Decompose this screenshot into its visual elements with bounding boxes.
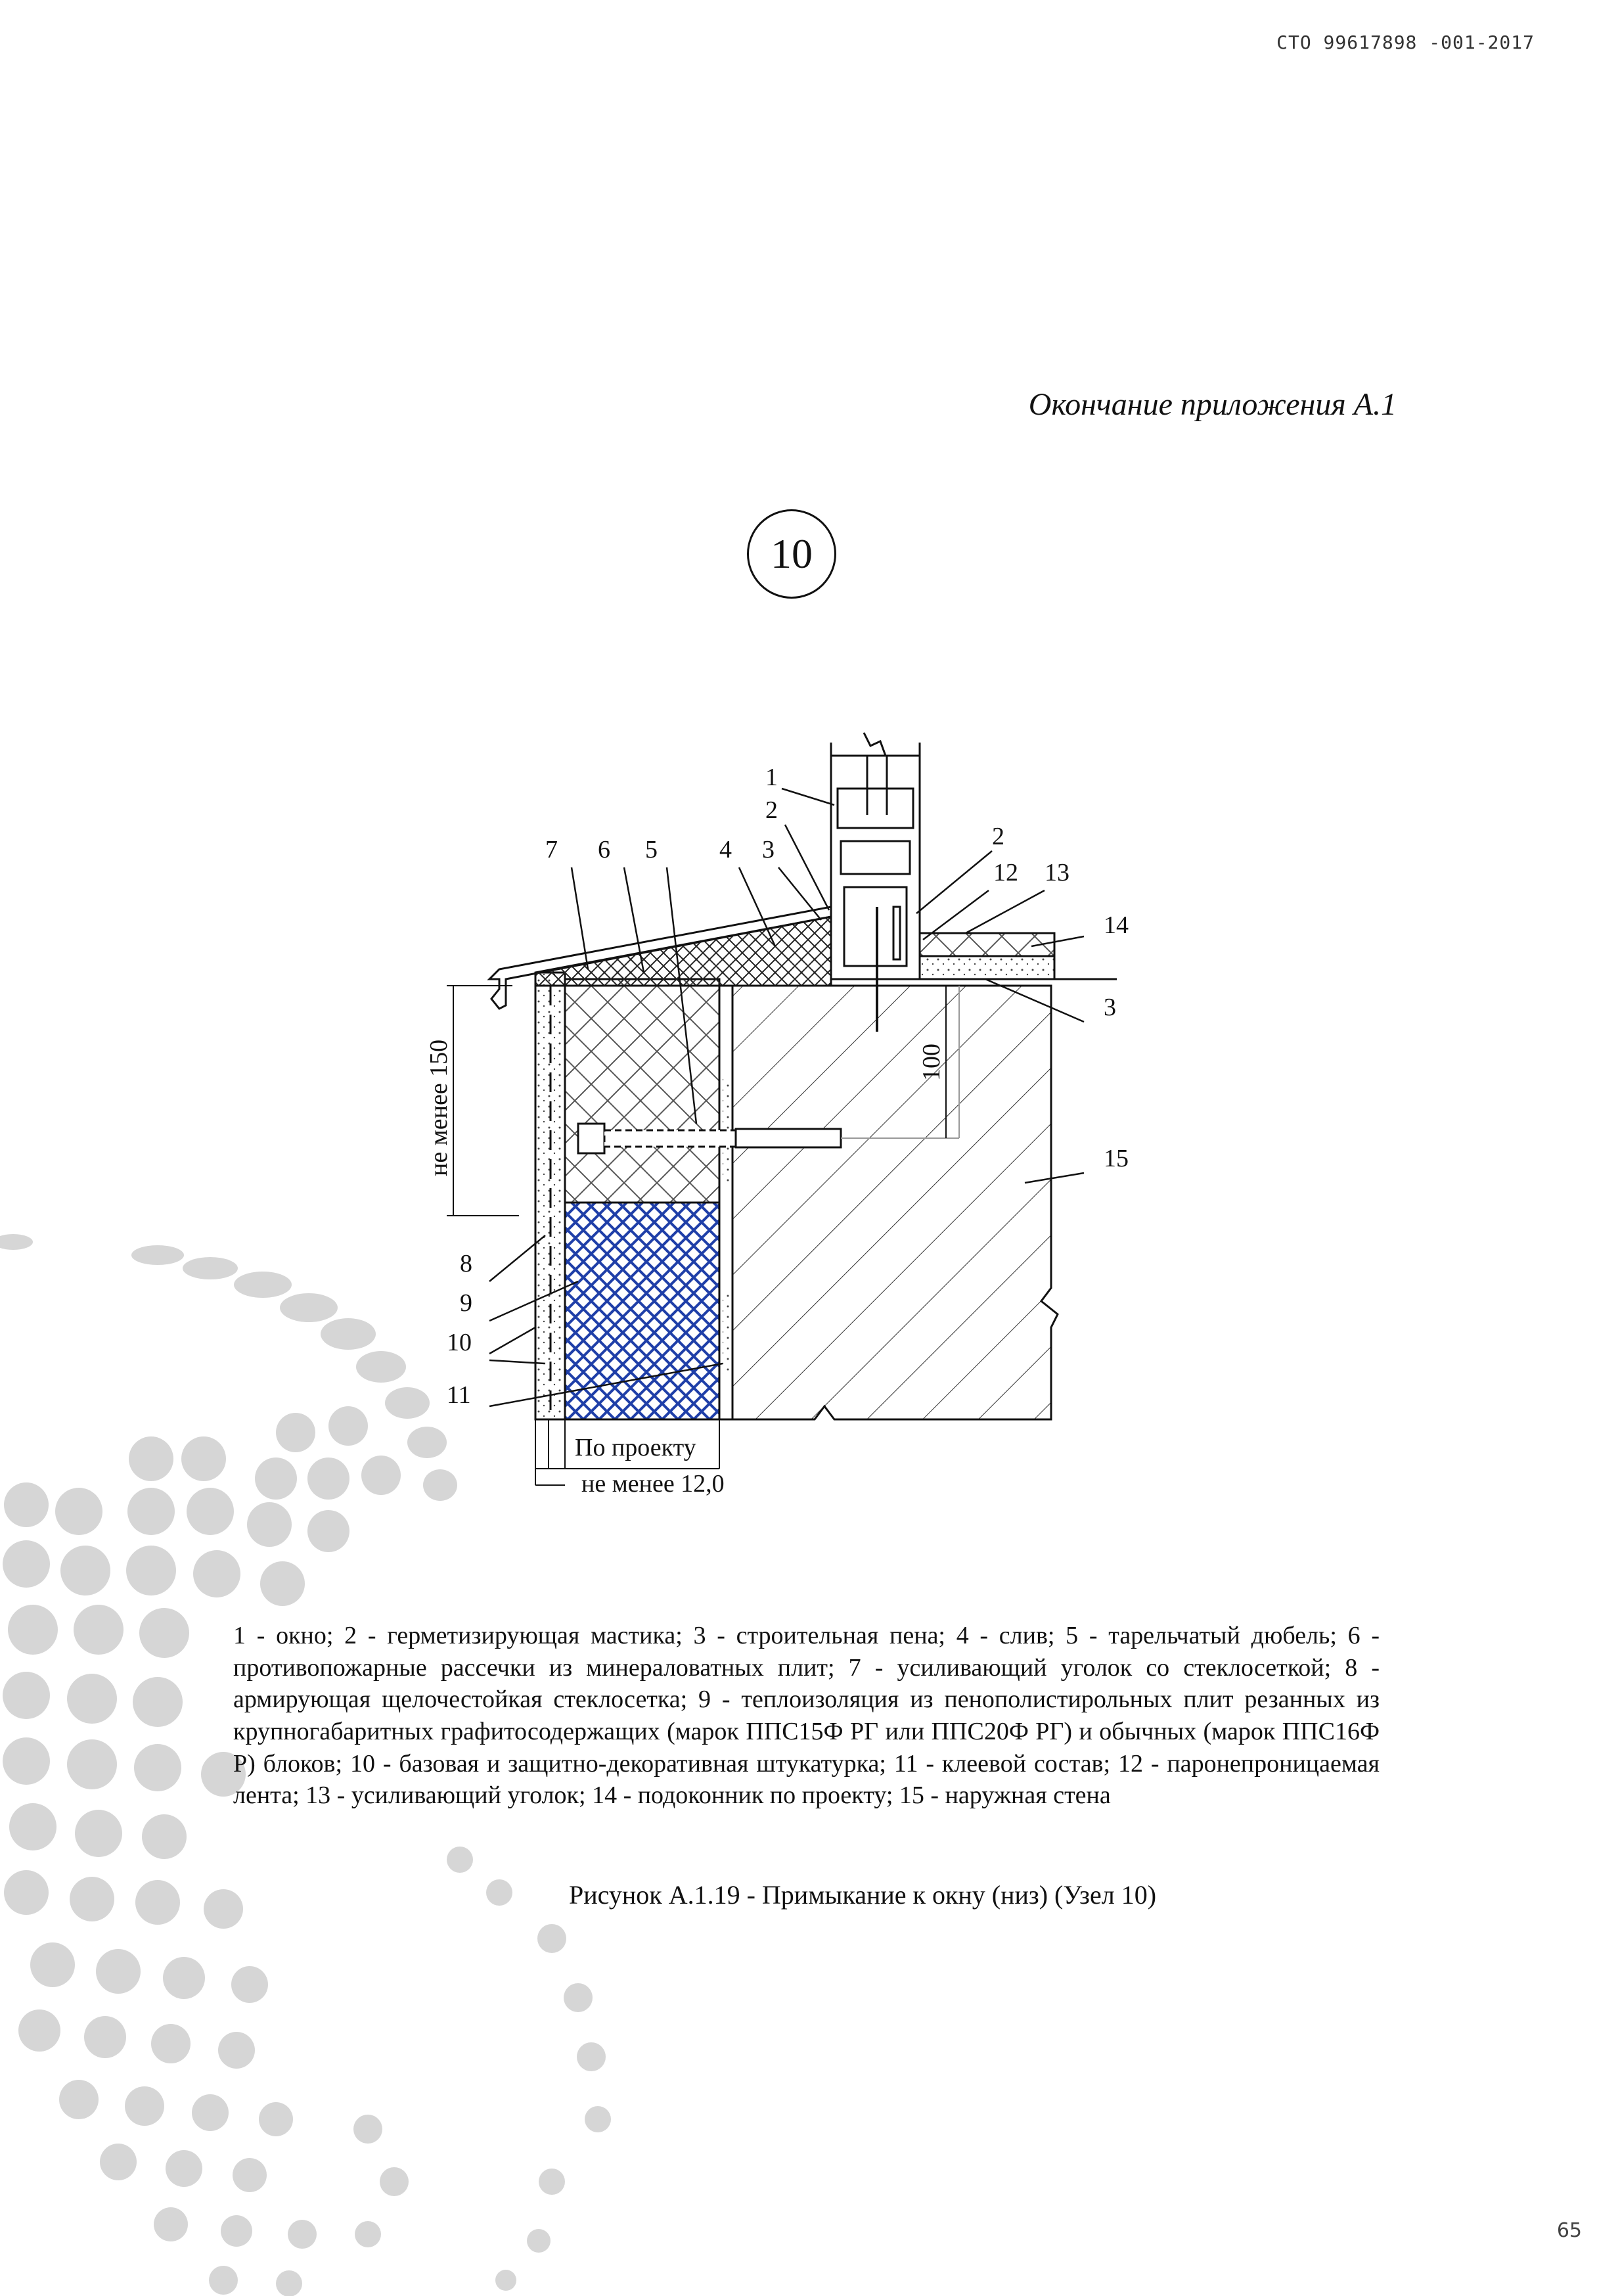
- callout-14: 14: [1104, 911, 1129, 939]
- foam-layer: [535, 917, 831, 986]
- dimension-min-12: не менее 12,0: [581, 1470, 725, 1498]
- outer-wall: [732, 986, 1058, 1419]
- appendix-title: Окончание приложения А.1: [1028, 387, 1397, 422]
- callout-2b: 2: [992, 823, 1004, 850]
- callout-12: 12: [993, 859, 1018, 886]
- callout-6: 6: [598, 836, 610, 863]
- window-profile: [831, 756, 920, 979]
- callout-10: 10: [447, 1329, 472, 1356]
- callout-3: 3: [762, 836, 775, 863]
- callout-2: 2: [765, 796, 778, 824]
- eps-insulation: [565, 1203, 719, 1419]
- callout-7: 7: [545, 836, 558, 863]
- dimension-min-150: не менее 150: [425, 1039, 453, 1176]
- figure-caption: Рисунок А.1.19 - Примыкание к окну (низ) (Узел 10): [568, 1880, 1157, 1910]
- callout-15: 15: [1104, 1145, 1129, 1172]
- windowsill: [920, 933, 1054, 956]
- mineral-wool-fire-break: [565, 979, 719, 1203]
- dimension-100: 100: [918, 1044, 945, 1081]
- page-number: 65: [1556, 2219, 1582, 2242]
- document-code: СТО 99617898 -001-2017: [1276, 32, 1535, 53]
- node-number: 10: [771, 530, 813, 577]
- callout-4: 4: [719, 836, 732, 863]
- dimension-by-project: По проекту: [575, 1434, 696, 1461]
- callout-9: 9: [460, 1289, 472, 1317]
- callout-1: 1: [765, 764, 778, 791]
- legend-text: 1 - окно; 2 - герметизирующая мастика; 3 - строительная пена; 4 - слив; 5 - тарельчатый дюбель; 6 - противопожарные рассечки из минераловатных плит; 7 - усиливающий уголок со стеклосеткой; 8 - армирующая щелочестойкая стеклосетка; 9 - теплоизоляция из пенополистирольных плит резанных из крупногабаритных графитосодержащих (марок ППС15Ф РГ или ППС20Ф РГ) и обычных (марок ППС16Ф Р) блоков; 10 - базовая и защитно-декоративная штукатурка; 11 - клеевой состав; 12 - паронепроницаемая лента; 13 - усиливающий уголок; 14 - подоконник по проекту; 15 - наружная стена: [233, 1622, 1380, 1810]
- callout-11: 11: [447, 1381, 471, 1409]
- callout-5: 5: [645, 836, 658, 863]
- callout-3b: 3: [1104, 994, 1116, 1021]
- callout-13: 13: [1045, 859, 1069, 886]
- callout-8: 8: [460, 1250, 472, 1277]
